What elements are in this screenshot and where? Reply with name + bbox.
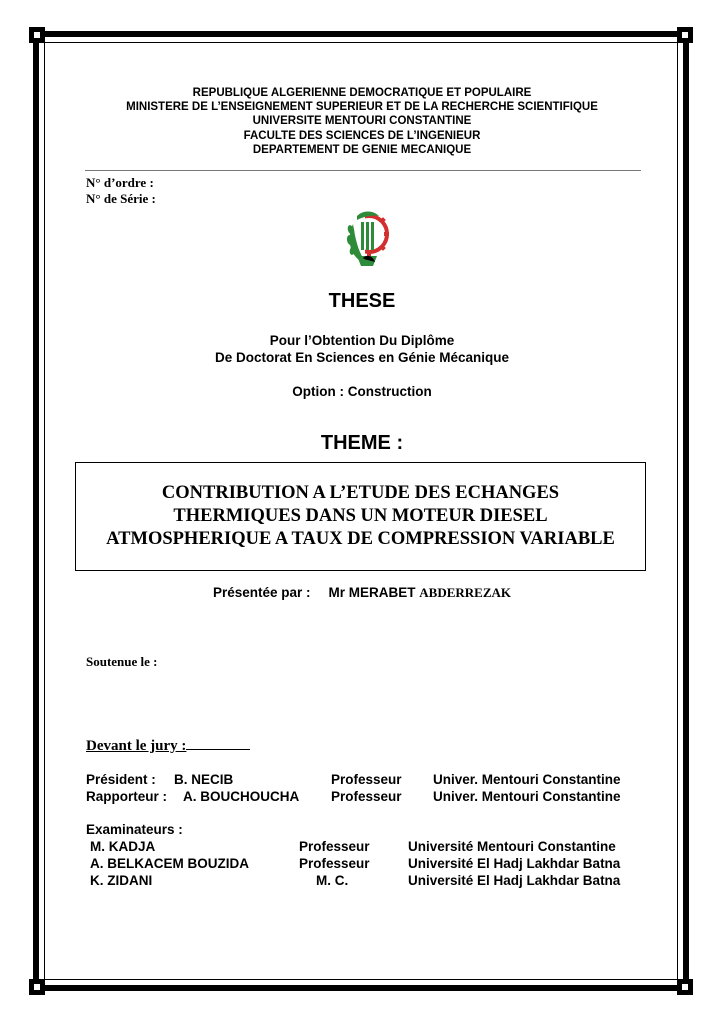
option-line: Option : Construction [292,384,432,399]
theme-title-line: CONTRIBUTION A L’ETUDE DES ECHANGES [161,483,560,503]
examiner-name: M. KADJA [90,839,156,854]
header-line: REPUBLIQUE ALGERIENNE DEMOCRATIQUE ET POPULAIRE [192,87,532,99]
examiner-institution: Université El Hadj Lakhdar Batna [408,873,621,888]
degree-line-1: Pour l’Obtention Du Diplôme [269,333,455,348]
presented-by [0,585,724,601]
theme-title-line: ATMOSPHERIQUE A TAUX DE COMPRESSION VARIABLE [106,529,615,549]
jury-name: A. BOUCHOUCHA [183,789,300,804]
jury-title [86,737,250,755]
jury-institution: Univer. Mentouri Constantine [433,789,621,804]
examiner-name: K. ZIDANI [90,873,153,888]
examiner-grade: M. C. [316,873,349,888]
author-surname: ABDERREZAK [419,585,512,600]
examiner-grade: Professeur [299,839,370,854]
jury-grade: Professeur [331,789,402,804]
jury-role: Président : [86,772,156,787]
document-type-title: THESE [328,290,396,312]
border-corner [677,27,693,43]
header-line: FACULTE DES SCIENCES DE L’INGENIEUR [243,129,481,142]
header-line: UNIVERSITE MENTOURI CONSTANTINE [252,115,472,128]
jury-title-text: Devant le jury : [86,738,187,754]
examiner-name: A. BELKACEM BOUZIDA [90,856,249,871]
defense-date-label: Soutenue le : [86,654,158,669]
theme-box [75,462,646,571]
jury-institution: Univer. Mentouri Constantine [433,772,621,787]
examiner-institution: Université El Hadj Lakhdar Batna [408,856,621,871]
jury-grade: Professeur [331,772,402,787]
jury-title-underline [186,737,250,750]
border-corner [29,979,45,995]
jury-role: Rapporteur : [86,789,167,804]
jury-name: B. NECIB [174,772,234,787]
author-name: Mr MERABET [328,585,416,600]
border-corner [29,27,45,43]
header-line: MINISTERE DE L’ENSEIGNEMENT SUPERIEUR ET DE LA RECHERCHE SCIENTIFIQUE [126,101,598,114]
theme-title-line: THERMIQUES DANS UN MOTEUR DIESEL [173,506,548,526]
border-corner [677,979,693,995]
presented-label: Présentée par : [212,585,311,600]
degree-line-2: De Doctorat En Sciences en Génie Mécanique [214,350,510,365]
theme-label: THEME : [320,432,404,454]
header-divider [85,170,641,171]
examiner-grade: Professeur [299,856,370,871]
institution-header [0,86,724,157]
examiner-institution: Université Mentouri Constantine [408,839,616,854]
examiners-label: Examinateurs : [86,822,183,837]
header-line: DEPARTEMENT DE GENIE MECANIQUE [252,143,472,156]
order-number-label: N° d’ordre : [86,175,154,190]
serial-number-label: N° de Série : [86,191,156,206]
university-emblem-icon [343,208,391,272]
